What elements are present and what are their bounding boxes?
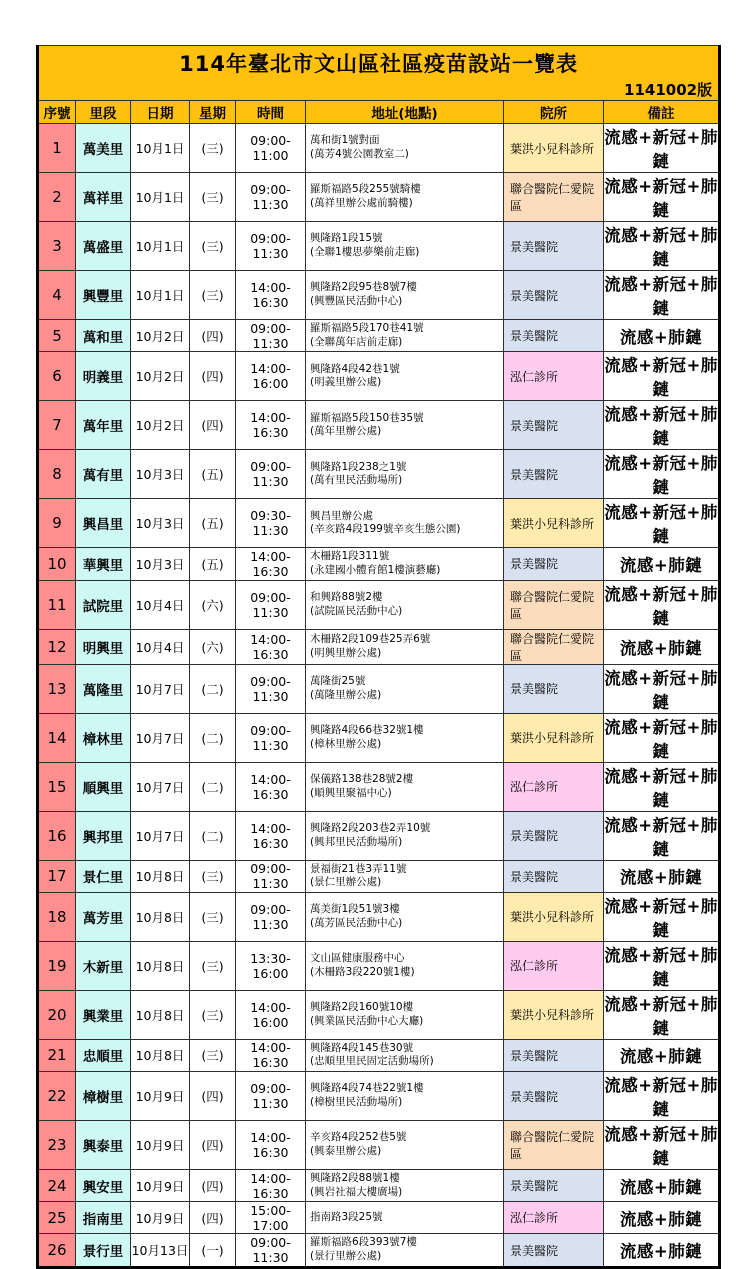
- address-line2: (興泰里辦公處): [310, 1145, 382, 1158]
- note-cell: 流感+新冠+肺鏈: [604, 124, 720, 173]
- time-cell: 09:00-11:30: [236, 664, 306, 713]
- address-line2: (興岩社福大樓廣場): [310, 1185, 403, 1198]
- note-cell: 流感+新冠+肺鏈: [604, 664, 720, 713]
- note-cell: 流感+新冠+肺鏈: [604, 811, 720, 860]
- date-cell: 10月2日: [131, 352, 190, 401]
- clinic-cell: 景美醫院: [504, 1039, 604, 1071]
- row-number-cell: 19: [38, 941, 76, 990]
- address-line2: (忠順里里民固定活動場所): [310, 1055, 434, 1068]
- table-row: [38, 1234, 720, 1267]
- clinic-cell: 景美醫院: [504, 271, 604, 320]
- address-cell: [306, 352, 504, 401]
- address-line1: 興隆路1段238之1號: [310, 460, 407, 473]
- note-cell: 流感+新冠+肺鏈: [604, 222, 720, 271]
- table-row: [38, 580, 720, 629]
- note-cell: 流感+肺鏈: [604, 548, 720, 580]
- date-cell: 10月9日: [131, 1202, 190, 1234]
- address-line2: (全聯萬年店前走廊): [310, 335, 403, 348]
- address-cell: [306, 1039, 504, 1071]
- row-number-cell: 13: [38, 664, 76, 713]
- row-number-cell: 25: [38, 1202, 76, 1234]
- table-row: [38, 271, 720, 320]
- clinic-cell: 葉洪小兒科診所: [504, 892, 604, 941]
- village-cell: 萬芳里: [76, 892, 131, 941]
- time-cell: 09:00-11:30: [236, 713, 306, 762]
- date-cell: 10月7日: [131, 713, 190, 762]
- note-cell: 流感+肺鏈: [604, 1039, 720, 1071]
- note-cell: 流感+新冠+肺鏈: [604, 941, 720, 990]
- address-line1: 文山區健康服務中心: [310, 952, 405, 965]
- col-header-time: 時間: [236, 101, 306, 124]
- table-row: [38, 664, 720, 713]
- time-cell: 09:00-11:30: [236, 450, 306, 499]
- clinic-cell: 景美醫院: [504, 811, 604, 860]
- col-header-date: 日期: [131, 101, 190, 124]
- time-cell: 09:00-11:30: [236, 1234, 306, 1267]
- note-cell: 流感+新冠+肺鏈: [604, 713, 720, 762]
- village-cell: 萬美里: [76, 124, 131, 173]
- address-cell: [306, 892, 504, 941]
- clinic-cell: 景美醫院: [504, 1234, 604, 1267]
- time-cell: 14:00-16:30: [236, 1121, 306, 1170]
- address-line1: 興隆路2段203巷2弄10號: [310, 821, 431, 834]
- title-row: [38, 46, 720, 80]
- village-cell: 興豐里: [76, 271, 131, 320]
- address-line1: 木柵路2段109巷25弄6號: [310, 632, 431, 645]
- clinic-cell: 景美醫院: [504, 320, 604, 352]
- address-line1: 興隆路4段42巷1號: [310, 362, 400, 375]
- date-cell: 10月8日: [131, 860, 190, 892]
- address-line1: 羅斯福路5段150巷35號: [310, 411, 424, 424]
- address-line2: (景仁里辦公處): [310, 876, 382, 889]
- village-cell: 景仁里: [76, 860, 131, 892]
- table-row: [38, 941, 720, 990]
- weekday-cell: (三): [190, 271, 236, 320]
- address-cell: [306, 811, 504, 860]
- address-line1: 羅斯福路5段170巷41號: [310, 322, 424, 334]
- table-row: [38, 1202, 720, 1234]
- clinic-cell: 葉洪小兒科診所: [504, 713, 604, 762]
- village-cell: 明興里: [76, 629, 131, 664]
- weekday-cell: (二): [190, 713, 236, 762]
- weekday-cell: (三): [190, 941, 236, 990]
- clinic-cell: 景美醫院: [504, 222, 604, 271]
- village-cell: 萬有里: [76, 450, 131, 499]
- note-cell: 流感+新冠+肺鏈: [604, 1121, 720, 1170]
- col-header-weekday: 星期: [190, 101, 236, 124]
- table-row: [38, 450, 720, 499]
- address-line1: 興隆路4段74巷22號1樓: [310, 1082, 424, 1095]
- row-number-cell: 23: [38, 1121, 76, 1170]
- clinic-cell: 景美醫院: [504, 664, 604, 713]
- weekday-cell: (五): [190, 499, 236, 548]
- village-cell: 順興里: [76, 762, 131, 811]
- row-number-cell: 7: [38, 401, 76, 450]
- date-cell: 10月8日: [131, 990, 190, 1039]
- weekday-cell: (四): [190, 320, 236, 352]
- row-number-cell: 18: [38, 892, 76, 941]
- table-row: [38, 499, 720, 548]
- note-cell: 流感+新冠+肺鏈: [604, 1072, 720, 1121]
- table-row: [38, 401, 720, 450]
- weekday-cell: (三): [190, 173, 236, 222]
- time-cell: 14:00-16:30: [236, 1039, 306, 1071]
- row-number-cell: 20: [38, 990, 76, 1039]
- address-line1: 和興路88號2樓: [310, 590, 383, 603]
- note-cell: 流感+新冠+肺鏈: [604, 352, 720, 401]
- clinic-cell: 泓仁診所: [504, 1202, 604, 1234]
- clinic-cell: 泓仁診所: [504, 941, 604, 990]
- time-cell: 14:00-16:30: [236, 762, 306, 811]
- village-cell: 景行里: [76, 1234, 131, 1267]
- clinic-cell: 景美醫院: [504, 450, 604, 499]
- table-row: [38, 811, 720, 860]
- table-row: [38, 762, 720, 811]
- clinic-cell: 景美醫院: [504, 548, 604, 580]
- address-cell: [306, 629, 504, 664]
- clinic-cell: 葉洪小兒科診所: [504, 124, 604, 173]
- date-cell: 10月13日: [131, 1234, 190, 1267]
- time-cell: 15:00-17:00: [236, 1202, 306, 1234]
- village-cell: 忠順里: [76, 1039, 131, 1071]
- date-cell: 10月2日: [131, 320, 190, 352]
- village-cell: 興邦里: [76, 811, 131, 860]
- time-cell: 09:00-11:30: [236, 1072, 306, 1121]
- page-title: 114年臺北市文山區社區疫苗設站一覽表: [38, 46, 720, 80]
- col-header-clinic: 院所: [504, 101, 604, 124]
- clinic-cell: 聯合醫院仁愛院區: [504, 1121, 604, 1170]
- address-line2: (萬祥里辦公處前騎樓): [310, 197, 413, 209]
- address-cell: [306, 222, 504, 271]
- date-cell: 10月1日: [131, 222, 190, 271]
- address-line1: 辛亥路4段252巷5號: [310, 1131, 407, 1144]
- time-cell: 14:00-16:30: [236, 1170, 306, 1202]
- time-cell: 14:00-16:30: [236, 548, 306, 580]
- note-cell: 流感+肺鏈: [604, 1170, 720, 1202]
- address-line2: (試院區民活動中心): [310, 604, 403, 617]
- row-number-cell: 1: [38, 124, 76, 173]
- clinic-cell: 葉洪小兒科診所: [504, 990, 604, 1039]
- address-line2: (景行里辦公處): [310, 1250, 382, 1263]
- address-cell: [306, 762, 504, 811]
- col-header-no: 序號: [38, 101, 76, 124]
- address-line1: 萬隆街25號: [310, 674, 366, 687]
- address-line1: 羅斯福路6段393號7樓: [310, 1236, 417, 1249]
- village-cell: 興業里: [76, 990, 131, 1039]
- row-number-cell: 12: [38, 629, 76, 664]
- address-line2: (明興里辦公處): [310, 646, 382, 659]
- clinic-cell: 聯合醫院仁愛院區: [504, 629, 604, 664]
- date-cell: 10月1日: [131, 124, 190, 173]
- table-row: [38, 1072, 720, 1121]
- weekday-cell: (三): [190, 892, 236, 941]
- clinic-cell: 聯合醫院仁愛院區: [504, 173, 604, 222]
- time-cell: 09:00-11:30: [236, 173, 306, 222]
- weekday-cell: (三): [190, 860, 236, 892]
- time-cell: 14:00-16:00: [236, 352, 306, 401]
- date-cell: 10月4日: [131, 629, 190, 664]
- table-row: [38, 713, 720, 762]
- row-number-cell: 26: [38, 1234, 76, 1267]
- note-cell: 流感+新冠+肺鏈: [604, 762, 720, 811]
- address-cell: [306, 1170, 504, 1202]
- time-cell: 14:00-16:30: [236, 629, 306, 664]
- address-line2: (興業區民活動中心大廳): [310, 1014, 424, 1027]
- village-cell: 萬隆里: [76, 664, 131, 713]
- row-number-cell: 10: [38, 548, 76, 580]
- version-label: 1141002版: [38, 79, 720, 101]
- time-cell: 14:00-16:30: [236, 811, 306, 860]
- village-cell: 明義里: [76, 352, 131, 401]
- date-cell: 10月3日: [131, 499, 190, 548]
- weekday-cell: (五): [190, 548, 236, 580]
- address-line1: 羅斯福路5段255號騎樓: [310, 183, 421, 196]
- note-cell: 流感+肺鏈: [604, 1202, 720, 1234]
- address-cell: [306, 320, 504, 352]
- village-cell: 萬祥里: [76, 173, 131, 222]
- clinic-cell: 景美醫院: [504, 860, 604, 892]
- village-cell: 木新里: [76, 941, 131, 990]
- address-cell: [306, 941, 504, 990]
- row-number-cell: 4: [38, 271, 76, 320]
- row-number-cell: 22: [38, 1072, 76, 1121]
- time-cell: 14:00-16:30: [236, 271, 306, 320]
- table-row: [38, 320, 720, 352]
- table-row: [38, 173, 720, 222]
- address-line1: 興隆路2段160號10樓: [310, 1001, 414, 1014]
- table-row: [38, 124, 720, 173]
- time-cell: 09:00-11:30: [236, 320, 306, 352]
- weekday-cell: (三): [190, 990, 236, 1039]
- weekday-cell: (三): [190, 124, 236, 173]
- address-line1: 興隆路2段88號1樓: [310, 1172, 400, 1185]
- weekday-cell: (一): [190, 1234, 236, 1267]
- address-line1: 興隆路1段15號: [310, 232, 383, 245]
- address-line2: (萬年里辦公處): [310, 425, 382, 438]
- weekday-cell: (二): [190, 664, 236, 713]
- row-number-cell: 5: [38, 320, 76, 352]
- time-cell: 09:00-11:30: [236, 860, 306, 892]
- row-number-cell: 2: [38, 173, 76, 222]
- time-cell: 09:00-11:30: [236, 222, 306, 271]
- note-cell: 流感+肺鏈: [604, 629, 720, 664]
- row-number-cell: 17: [38, 860, 76, 892]
- address-line1: 興隆路4段145巷30號: [310, 1041, 414, 1054]
- address-line2: (萬隆里辦公處): [310, 688, 382, 701]
- address-cell: [306, 173, 504, 222]
- note-cell: 流感+新冠+肺鏈: [604, 173, 720, 222]
- row-number-cell: 15: [38, 762, 76, 811]
- note-cell: 流感+新冠+肺鏈: [604, 892, 720, 941]
- weekday-cell: (五): [190, 450, 236, 499]
- address-cell: [306, 548, 504, 580]
- address-line1: 萬和街1號對面: [310, 134, 380, 147]
- date-cell: 10月7日: [131, 664, 190, 713]
- address-line2: (萬芳區民活動中心): [310, 916, 403, 929]
- col-header-address: 地址(地點): [306, 101, 504, 124]
- time-cell: 09:00-11:00: [236, 124, 306, 173]
- time-cell: 14:00-16:00: [236, 990, 306, 1039]
- clinic-cell: 泓仁診所: [504, 352, 604, 401]
- table-row: [38, 352, 720, 401]
- address-line2: (永建國小體育館1樓演藝廳): [310, 563, 441, 576]
- row-number-cell: 6: [38, 352, 76, 401]
- address-line1: 木柵路1段311號: [310, 550, 390, 563]
- table-row: [38, 892, 720, 941]
- date-cell: 10月4日: [131, 580, 190, 629]
- note-cell: 流感+新冠+肺鏈: [604, 401, 720, 450]
- date-cell: 10月9日: [131, 1170, 190, 1202]
- weekday-cell: (二): [190, 811, 236, 860]
- address-line2: (全聯1樓思夢樂前走廊): [310, 246, 420, 258]
- address-cell: [306, 664, 504, 713]
- address-cell: [306, 401, 504, 450]
- address-line2: (興豐區民活動中心): [310, 295, 403, 307]
- header-row: [38, 101, 720, 124]
- address-line2: (興邦里民活動場所): [310, 835, 403, 848]
- address-cell: [306, 1234, 504, 1267]
- note-cell: 流感+新冠+肺鏈: [604, 499, 720, 548]
- date-cell: 10月7日: [131, 811, 190, 860]
- table-row: [38, 860, 720, 892]
- address-cell: [306, 1121, 504, 1170]
- row-number-cell: 9: [38, 499, 76, 548]
- vaccine-station-table: [36, 45, 721, 1269]
- address-line1: 興隆路4段66巷32號1樓: [310, 723, 424, 736]
- note-cell: 流感+新冠+肺鏈: [604, 450, 720, 499]
- date-cell: 10月3日: [131, 548, 190, 580]
- note-cell: 流感+新冠+肺鏈: [604, 271, 720, 320]
- clinic-cell: 景美醫院: [504, 1072, 604, 1121]
- date-cell: 10月1日: [131, 271, 190, 320]
- date-cell: 10月2日: [131, 401, 190, 450]
- weekday-cell: (四): [190, 352, 236, 401]
- note-cell: 流感+新冠+肺鏈: [604, 990, 720, 1039]
- weekday-cell: (六): [190, 629, 236, 664]
- note-cell: 流感+肺鏈: [604, 1234, 720, 1267]
- address-line2: (辛亥路4段199號辛亥生態公園): [310, 523, 461, 536]
- village-cell: 興泰里: [76, 1121, 131, 1170]
- weekday-cell: (三): [190, 1039, 236, 1071]
- address-line2: (萬有里民活動場所): [310, 474, 403, 487]
- village-cell: 華興里: [76, 548, 131, 580]
- col-header-village: 里段: [76, 101, 131, 124]
- address-cell: [306, 124, 504, 173]
- date-cell: 10月3日: [131, 450, 190, 499]
- address-line1: 指南路3段25號: [310, 1211, 383, 1224]
- table-row: [38, 1170, 720, 1202]
- date-cell: 10月8日: [131, 941, 190, 990]
- address-line2: (木柵路3段220號1樓): [310, 965, 415, 978]
- weekday-cell: (四): [190, 1121, 236, 1170]
- clinic-cell: 景美醫院: [504, 1170, 604, 1202]
- address-line1: 保儀路138巷28號2樓: [310, 772, 414, 785]
- table-row: [38, 990, 720, 1039]
- address-line1: 萬美街1段51號3樓: [310, 903, 400, 916]
- table-row: [38, 629, 720, 664]
- note-cell: 流感+肺鏈: [604, 860, 720, 892]
- weekday-cell: (四): [190, 401, 236, 450]
- table-row: [38, 548, 720, 580]
- table-row: [38, 1121, 720, 1170]
- clinic-cell: 景美醫院: [504, 401, 604, 450]
- village-cell: 萬和里: [76, 320, 131, 352]
- address-cell: [306, 450, 504, 499]
- village-cell: 興安里: [76, 1170, 131, 1202]
- village-cell: 萬年里: [76, 401, 131, 450]
- weekday-cell: (四): [190, 1170, 236, 1202]
- time-cell: 09:00-11:30: [236, 580, 306, 629]
- weekday-cell: (六): [190, 580, 236, 629]
- time-cell: 09:30-11:30: [236, 499, 306, 548]
- address-line2: (萬芳4號公園教室二): [310, 148, 409, 160]
- village-cell: 興昌里: [76, 499, 131, 548]
- village-cell: 萬盛里: [76, 222, 131, 271]
- time-cell: 13:30-16:00: [236, 941, 306, 990]
- address-cell: [306, 1072, 504, 1121]
- row-number-cell: 24: [38, 1170, 76, 1202]
- address-cell: [306, 860, 504, 892]
- date-cell: 10月9日: [131, 1072, 190, 1121]
- clinic-cell: 泓仁診所: [504, 762, 604, 811]
- address-cell: [306, 990, 504, 1039]
- row-number-cell: 8: [38, 450, 76, 499]
- village-cell: 樟樹里: [76, 1072, 131, 1121]
- time-cell: 14:00-16:30: [236, 401, 306, 450]
- time-cell: 09:00-11:30: [236, 892, 306, 941]
- address-line1: 興昌里辦公處: [310, 509, 373, 522]
- clinic-cell: 葉洪小兒科診所: [504, 499, 604, 548]
- address-cell: [306, 713, 504, 762]
- address-line1: 興隆路2段95巷8號7樓: [310, 281, 417, 294]
- date-cell: 10月9日: [131, 1121, 190, 1170]
- address-line2: (明義里辦公處): [310, 376, 382, 389]
- date-cell: 10月8日: [131, 1039, 190, 1071]
- row-number-cell: 16: [38, 811, 76, 860]
- version-row: [38, 79, 720, 101]
- col-header-note: 備註: [604, 101, 720, 124]
- date-cell: 10月7日: [131, 762, 190, 811]
- table-row: [38, 222, 720, 271]
- row-number-cell: 3: [38, 222, 76, 271]
- row-number-cell: 21: [38, 1039, 76, 1071]
- clinic-cell: 聯合醫院仁愛院區: [504, 580, 604, 629]
- weekday-cell: (三): [190, 222, 236, 271]
- address-cell: [306, 580, 504, 629]
- village-cell: 試院里: [76, 580, 131, 629]
- note-cell: 流感+新冠+肺鏈: [604, 580, 720, 629]
- date-cell: 10月8日: [131, 892, 190, 941]
- address-cell: [306, 271, 504, 320]
- weekday-cell: (二): [190, 762, 236, 811]
- table-row: [38, 1039, 720, 1071]
- address-cell: [306, 499, 504, 548]
- row-number-cell: 14: [38, 713, 76, 762]
- weekday-cell: (四): [190, 1202, 236, 1234]
- address-line2: (樟林里辦公處): [310, 737, 382, 750]
- address-line2: (順興里聚福中心): [310, 786, 392, 799]
- date-cell: 10月1日: [131, 173, 190, 222]
- note-cell: 流感+肺鏈: [604, 320, 720, 352]
- address-line2: (樟樹里民活動場所): [310, 1096, 403, 1109]
- address-line1: 景福街21巷3弄11號: [310, 862, 407, 875]
- village-cell: 樟林里: [76, 713, 131, 762]
- weekday-cell: (四): [190, 1072, 236, 1121]
- row-number-cell: 11: [38, 580, 76, 629]
- village-cell: 指南里: [76, 1202, 131, 1234]
- address-cell: [306, 1202, 504, 1234]
